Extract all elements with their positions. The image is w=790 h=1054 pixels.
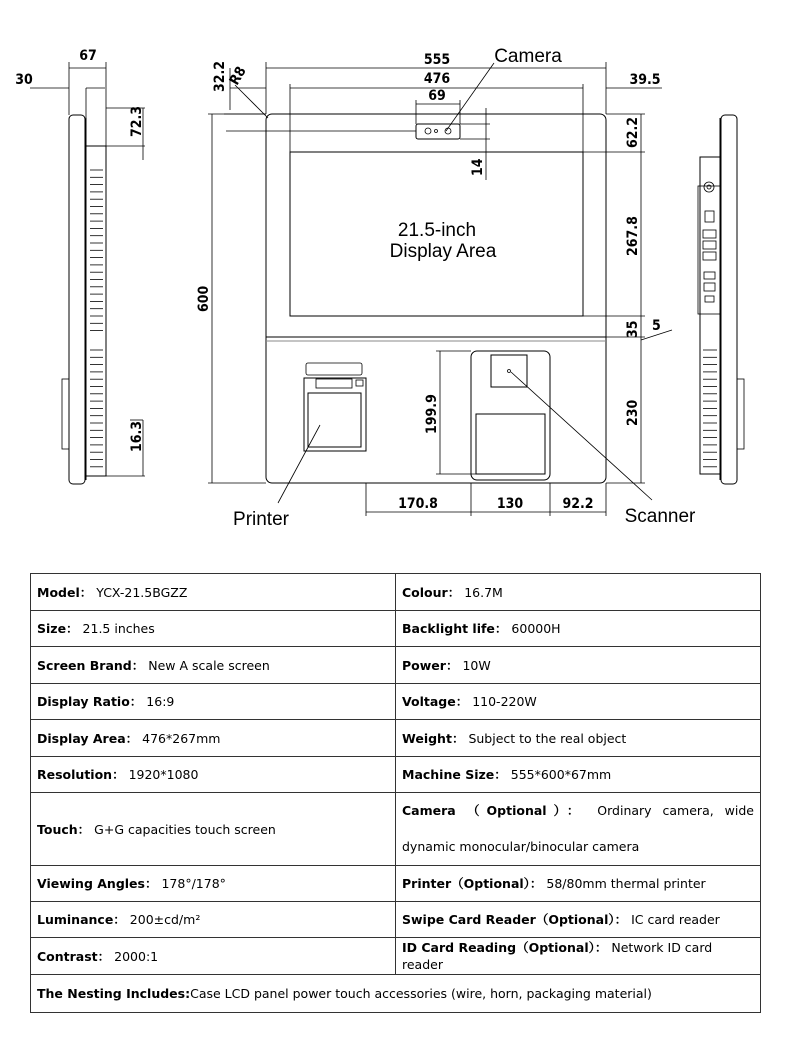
spec-value: 1920*1080	[128, 767, 199, 782]
spec-label: Size	[37, 621, 67, 636]
spec-cell-right	[396, 866, 761, 902]
spec-cell-left	[31, 757, 396, 793]
spec-cell-right	[396, 757, 761, 793]
dim-side-offset: 30	[15, 72, 33, 88]
spec-row	[31, 574, 761, 611]
left-side-view	[15, 48, 145, 484]
spec-cell-right	[396, 938, 761, 975]
spec-value: YCX-21.5BGZZ	[96, 584, 188, 600]
spec-label: Luminance	[37, 912, 114, 927]
dim-top-margin: 32.2	[212, 60, 228, 92]
spec-value: IC card reader	[631, 912, 720, 927]
spec-colon: ：	[77, 821, 91, 837]
spec-value: 60000H	[511, 621, 561, 636]
spec-row	[31, 793, 761, 866]
spec-colon: ：	[445, 657, 459, 673]
spec-value: 16.7M	[464, 584, 503, 600]
spec-cell-left	[31, 647, 396, 684]
spec-row	[31, 902, 761, 938]
spec-colon: ：	[144, 876, 158, 891]
dim-width-total: 555	[423, 52, 451, 68]
dim-bezel-gap: 5	[652, 318, 661, 334]
spec-label: Screen Brand	[37, 657, 132, 673]
spec-label: Touch	[37, 821, 78, 837]
spec-row-nesting	[31, 975, 761, 1013]
dim-camera-top: 62.2	[625, 116, 641, 148]
spec-colon: ：	[131, 657, 145, 673]
spec-label: Contrast	[37, 948, 98, 964]
spec-cell-right	[396, 902, 761, 938]
spec-cell-left	[31, 793, 396, 866]
spec-colon: ：	[447, 584, 461, 600]
dim-printer-offset: 170.8	[398, 496, 438, 512]
spec-value: 10W	[462, 657, 491, 673]
spec-colon: ：	[494, 621, 508, 636]
spec-cell-right	[396, 647, 761, 684]
spec-row	[31, 757, 761, 793]
spec-cell-right	[396, 720, 761, 757]
scanner-label: Scanner	[624, 506, 696, 527]
spec-value: 2000:1	[114, 948, 159, 964]
spec-value: 16:9	[146, 694, 175, 709]
spec-row	[31, 684, 761, 720]
display-label-line1: 21.5-inch	[397, 220, 477, 241]
spec-value: 110-220W	[472, 694, 537, 709]
camera-label: Camera	[494, 46, 562, 67]
spec-label: Machine Size	[402, 767, 495, 782]
spec-colon: ：	[455, 694, 469, 709]
dim-width-display: 476	[423, 71, 451, 87]
spec-label: Voltage	[402, 694, 456, 709]
spec-row	[31, 611, 761, 647]
nesting-label: The Nesting Includes:	[37, 986, 191, 1001]
spec-value: New A scale screen	[148, 657, 270, 673]
spec-value: Ordinary camera, wide dynamic monocular/binocular camera	[402, 803, 754, 854]
spec-label: Weight	[402, 730, 452, 746]
spec-label: Power	[402, 657, 446, 673]
spec-value: 178°/178°	[161, 876, 226, 891]
spec-label: Backlight life	[402, 621, 495, 636]
spec-cell-left	[31, 938, 396, 975]
dim-display-height: 267.8	[625, 216, 641, 256]
spec-cell-right	[396, 611, 761, 647]
spec-value: 21.5 inches	[82, 621, 155, 636]
spec-label: Display Area	[37, 730, 126, 746]
spec-label: Swipe Card Reader（Optional）：	[402, 912, 628, 927]
dim-scanner-width: 130	[496, 496, 524, 512]
dim-height-total: 600	[196, 285, 212, 312]
spec-label: Resolution	[37, 767, 113, 782]
spec-value: Subject to the real object	[468, 730, 627, 746]
spec-value: Network ID card reader	[402, 940, 713, 972]
spec-cell-left	[31, 902, 396, 938]
spec-cell-right	[396, 684, 761, 720]
dim-bottom-bezel: 35	[625, 320, 641, 338]
front-view	[196, 46, 696, 530]
spec-row	[31, 866, 761, 902]
dim-radius: R8	[226, 64, 250, 88]
spec-label: ID Card Reading（Optional）：	[402, 940, 608, 955]
spec-cell-left	[31, 611, 396, 647]
spec-label: Viewing Angles	[37, 876, 145, 891]
spec-value: G+G capacities touch screen	[94, 821, 276, 837]
spec-value: 476*267mm	[142, 730, 221, 746]
spec-colon: ：	[494, 767, 507, 782]
spec-label: Model	[37, 584, 80, 600]
spec-row	[31, 647, 761, 684]
dim-lower-height: 230	[625, 399, 641, 426]
spec-colon: ：	[112, 767, 125, 782]
spec-label: Camera （Optional）：	[402, 803, 587, 818]
spec-colon: ：	[79, 584, 93, 600]
dim-side-bottom: 16.3	[129, 420, 145, 452]
spec-label: Colour	[402, 584, 448, 600]
spec-label: Display Ratio	[37, 694, 130, 709]
spec-cell-right	[396, 793, 761, 866]
printer-label: Printer	[233, 509, 289, 530]
dim-camera-gap: 14	[470, 158, 486, 176]
spec-colon: ：	[97, 948, 111, 964]
spec-cell-left	[31, 574, 396, 611]
spec-colon: ：	[129, 694, 143, 709]
dim-width-camera: 69	[428, 88, 446, 104]
display-label-line2: Display Area	[389, 241, 497, 262]
right-side-view	[698, 115, 744, 484]
spec-value: 58/80mm thermal printer	[546, 876, 706, 891]
spec-cell-left	[31, 866, 396, 902]
nesting-cell	[31, 975, 761, 1013]
dim-scanner-right: 92.2	[562, 496, 594, 512]
dim-side-depth: 67	[79, 48, 97, 64]
spec-row	[31, 720, 761, 757]
spec-cell-right	[396, 574, 761, 611]
dim-side-top: 72.3	[129, 105, 145, 137]
dim-right-margin: 39.5	[629, 72, 661, 88]
spec-cell-left	[31, 720, 396, 757]
spec-colon: ：	[66, 621, 79, 636]
spec-table	[30, 573, 761, 1013]
dim-scanner-height: 199.9	[424, 394, 440, 434]
spec-colon: ：	[125, 730, 139, 746]
spec-value: 555*600*67mm	[510, 767, 612, 782]
nesting-value: Case LCD panel power touch accessories (wire, horn, packaging material)	[190, 986, 652, 1001]
spec-value: 200±cd/m²	[129, 912, 201, 927]
spec-cell-left	[31, 684, 396, 720]
spec-label: Printer（Optional）：	[402, 876, 543, 891]
spec-colon: ：	[113, 912, 126, 927]
spec-row	[31, 938, 761, 975]
spec-colon: ：	[451, 730, 465, 746]
